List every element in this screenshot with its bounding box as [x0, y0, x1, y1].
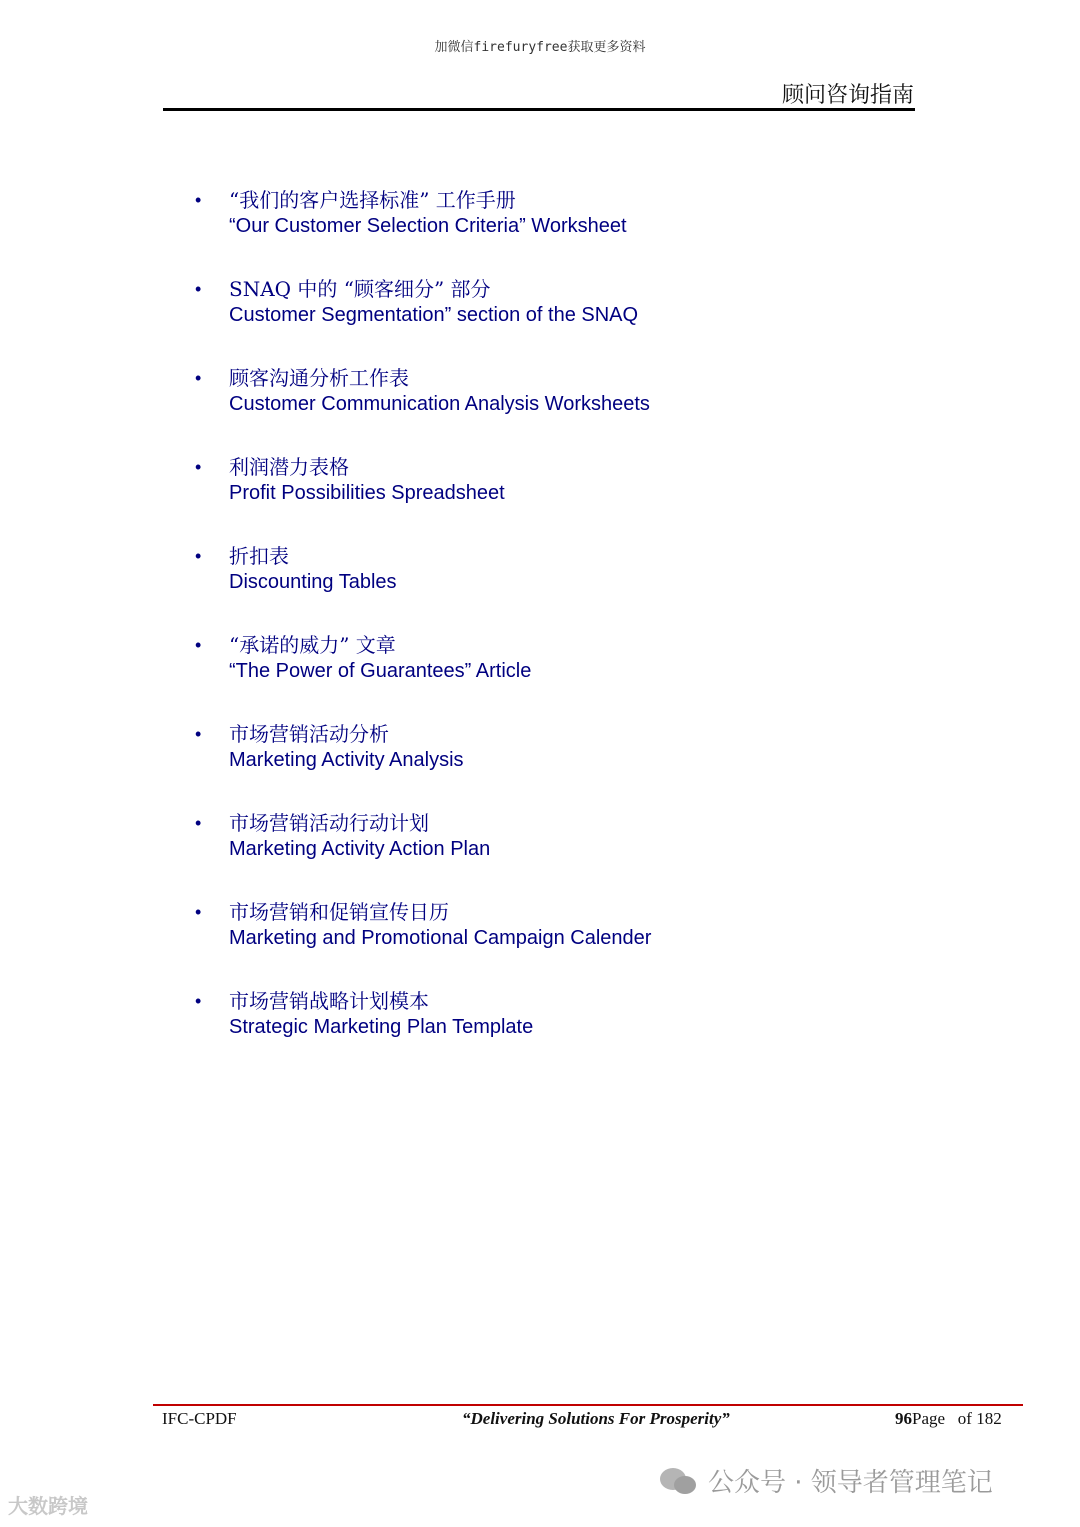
list-item — [195, 451, 895, 540]
bullet-icon: • — [195, 546, 202, 566]
bullet-icon: • — [195, 991, 202, 1011]
top-watermark: 加微信firefuryfree获取更多资料 — [434, 40, 646, 55]
footer-rule — [153, 1404, 1023, 1406]
list-item — [195, 184, 895, 273]
list-item — [195, 896, 895, 985]
item-title-zh: 顾客沟通分析工作表 — [229, 366, 409, 390]
item-title-zh: SNAQ 中的 “顾客细分” 部分 — [229, 277, 491, 301]
footer-slogan: “Delivering Solutions For Prosperity” — [462, 1409, 730, 1428]
resource-list — [195, 184, 895, 1074]
item-title-en: Customer Segmentation” section of the SNAQ — [229, 304, 639, 326]
item-title-en: Marketing Activity Analysis — [229, 749, 464, 771]
list-item — [195, 540, 895, 629]
item-title-zh: 利润潜力表格 — [229, 455, 349, 479]
item-title-en: Discounting Tables — [229, 571, 397, 593]
page-header-title: 顾问咨询指南 — [781, 83, 914, 108]
corner-watermark: 大数跨境 — [8, 1494, 88, 1518]
bullet-icon: • — [195, 368, 202, 388]
item-title-en: “Our Customer Selection Criteria” Worksheet — [229, 215, 627, 237]
bullet-icon: • — [195, 279, 202, 299]
item-title-en: Marketing Activity Action Plan — [229, 838, 491, 860]
bullet-icon: • — [195, 724, 202, 744]
item-title-zh: “承诺的威力” 文章 — [229, 633, 396, 657]
item-title-en: Marketing and Promotional Campaign Calender — [229, 927, 652, 949]
list-item — [195, 273, 895, 362]
page-total: of 182 — [957, 1409, 1002, 1428]
list-item — [195, 362, 895, 451]
page-number: 96 — [895, 1409, 912, 1428]
item-title-zh: “我们的客户选择标准” 工作手册 — [229, 188, 516, 212]
item-title-en: Strategic Marketing Plan Template — [229, 1016, 534, 1038]
list-item — [195, 807, 895, 896]
page-label: Page — [912, 1409, 946, 1428]
bullet-icon: • — [195, 813, 202, 833]
bullet-icon: • — [195, 457, 202, 477]
item-title-zh: 市场营销活动分析 — [229, 722, 389, 746]
item-title-en: “The Power of Guarantees” Article — [229, 660, 532, 682]
footer-page-info — [895, 1409, 1002, 1429]
bullet-icon: • — [195, 190, 202, 210]
item-title-zh: 市场营销活动行动计划 — [229, 811, 429, 835]
item-title-zh: 市场营销战略计划模本 — [229, 989, 429, 1013]
wechat-source-text: 公众号 · 领导者管理笔记 — [708, 1468, 993, 1498]
item-title-zh: 市场营销和促销宣传日历 — [229, 900, 449, 924]
list-item — [195, 718, 895, 807]
bullet-icon: • — [195, 635, 202, 655]
wechat-icon — [660, 1466, 698, 1496]
list-item — [195, 985, 895, 1074]
list-item — [195, 629, 895, 718]
item-title-zh: 折扣表 — [229, 544, 289, 568]
item-title-en: Customer Communication Analysis Worksheets — [229, 393, 650, 415]
bullet-icon: • — [195, 902, 202, 922]
wechat-source-watermark — [660, 1462, 993, 1499]
item-title-en: Profit Possibilities Spreadsheet — [229, 482, 505, 504]
footer-doc-code: IFC-CPDF — [162, 1409, 237, 1428]
header-rule — [163, 108, 915, 111]
